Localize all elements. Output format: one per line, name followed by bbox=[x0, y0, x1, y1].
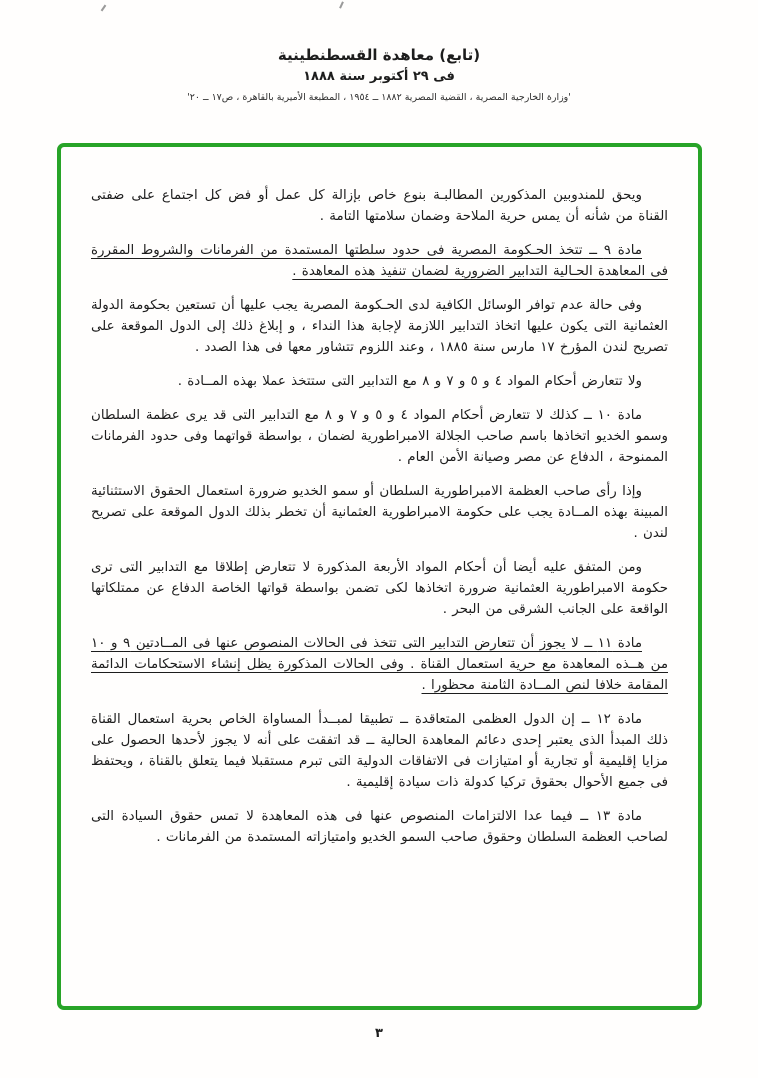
scan-artifact bbox=[339, 1, 344, 8]
doc-citation: 'وزارة الخارجية المصرية ، القضية المصرية ١٨٨٢ ــ ١٩٥٤ ، المطبعة الأميرية بالقاهرة ، ص١٧ ــ ٢٠' bbox=[187, 92, 571, 103]
doc-date-line: فى ٢٩ أكتوبر سنة ١٨٨٨ bbox=[303, 69, 455, 84]
treaty-text-highlight-box bbox=[57, 143, 702, 1010]
article-10-notification-paragraph: وإذا رأى صاحب العظمة الامبراطورية السلطان أو سمو الخديو ضرورة استعمال الحقوق الاستثنائية المبينة بهذه المــادة يجب على حكومة الامبراطورية العثمانية أن تخطر بذلك الدول الموقعة على تصريح لندن . bbox=[91, 484, 668, 541]
article-13-paragraph: مادة ١٣ ــ فيما عدا الالتزامات المنصوص عنها فى هذه المعاهدة لا تمس حقوق السيادة التى لصاحب العظمة السلطان وحقوق صاحب السمو الخديو وامتيازاته المستمدة من الفرمانات . bbox=[91, 809, 668, 845]
doc-title: (تابع) معاهدة القسطنطينية bbox=[277, 46, 481, 64]
intro-paragraph: ويحق للمندوبين المذكورين المطالبـة بنوع خاص بإزالة كل عمل أو فض كل اجتماع على ضفتى القناة من شأنه أن يمس حرية الملاحة وضمان سلامتها التامة . bbox=[91, 188, 668, 224]
article-9-assistance-paragraph: وفى حالة عدم توافر الوسائل الكافية لدى الحـكومة المصرية يجب عليها أن تستعين بحكومة الدولة العثمانية التى يكون عليها اتخاذ التدابير اللازمة لإجابة هذا النداء ، و إبلاغ ذلك إلى الدول الموقعة على تصريح لندن المؤرخ ١٧ مارس سنة ١٨٨٥ ، وعند اللزوم تتشاور معها فى هذا الصدد . bbox=[91, 298, 668, 355]
article-12-paragraph: مادة ١٢ ــ إن الدول العظمى المتعاقدة ــ تطبيقا لمبــدأ المساواة الخاص بحرية استعمال القناة ذلك المبدأ الذى يعتبر إحدى دعائم المعاهدة الحالية ــ قد اتفقت على أنه لا يجوز لأحدها الحصول على مزايا إقليمية أو تجارية أو امتيازات فى الاتفاقات الدولية التى تبرم مستقبلا فيما يتعلق بالقناة ، ويحتفظ فى جميع الأحوال بحقوق تركيا كدولة ذات سيادة إقليمية . bbox=[91, 712, 668, 790]
scan-artifact bbox=[101, 5, 107, 12]
article-9-paragraph: مادة ٩ ــ تتخذ الحـكومة المصرية فى حدود سلطتها المستمدة من الفرمانات والشروط المقررة فى المعاهدة الحـالية التدابير الضرورية لضمان تنفيذ هذه المعاهدة . bbox=[91, 243, 668, 279]
article-11-paragraph: مادة ١١ ــ لا يجوز أن تتعارض التدابير التى تتخذ فى الحالات المنصوص عنها فى المــادتين ٩ و ١٠ من هــذه المعاهدة مع حرية استعمال القناة . وفى الحالات المذكورة يظل إنشاء الاستحكامات الدائمة المقامة خلافا لنص المــادة الثامنة محظورا . bbox=[91, 636, 668, 693]
article-10-paragraph: مادة ١٠ ــ كذلك لا تتعارض أحكام المواد ٤ و ٥ و ٧ و ٨ مع التدابير التى قد يرى عظمة السلطان وسمو الخديو اتخاذها باسم صاحب الجلالة الامبراطورية لضمان ، بواسطة قواتهما وفى حدود الفرمانات الممنوحة ، الدفاع عن مصر وصيانة الأمن العام . bbox=[91, 408, 668, 465]
article-9-no-conflict-paragraph: ولا تتعارض أحكام المواد ٤ و ٥ و ٧ و ٨ مع التدابير التى ستتخذ عملا بهذه المــادة . bbox=[177, 374, 642, 389]
page-number: ٣ bbox=[375, 1026, 383, 1041]
article-10-eastern-coast-paragraph: ومن المتفق عليه أيضا أن أحكام المواد الأربعة المذكورة لا تتعارض إطلاقا مع التدابير التى ترى حكومة الامبراطورية العثمانية ضرورة اتخاذها لكى تضمن بواسطة قواتها الخاصة الدفاع عن ممتلكاتها الواقعة على الجانب الشرقى من البحر . bbox=[91, 560, 668, 617]
document-header bbox=[0, 46, 758, 103]
